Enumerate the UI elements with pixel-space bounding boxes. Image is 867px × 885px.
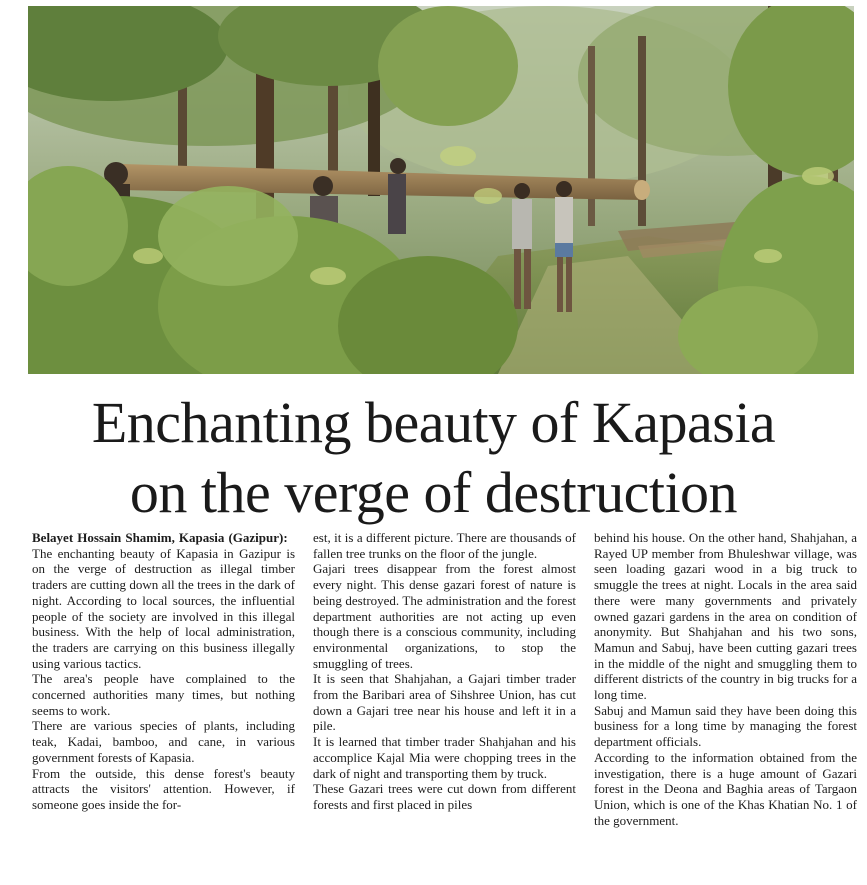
article-column-2 <box>313 530 576 880</box>
headline-line-1: Enchanting beauty of Kapasia <box>91 390 776 455</box>
article-column-3 <box>594 530 857 880</box>
article-photo <box>28 6 854 374</box>
column-2-paragraph-2: Gajari trees disappear from the forest almost every night. This dense gazari forest of nature is being destroyed. The administration and the forest department authorities are not acting up even though there is a conscious community, including environmental organizations, to stop the smuggling of trees. <box>313 561 576 671</box>
headline-line-2: on the verge of destruction <box>129 460 738 525</box>
column-3-paragraph-3: According to the information obtained from the investigation, there is a huge amount of Gazari forest in the Deona and Baghia areas of Targaon Union, which is one of the Khas Khatian No. 1 of the government. <box>594 749 857 828</box>
article-column-1 <box>32 530 295 880</box>
article-headline <box>0 388 867 528</box>
column-1-paragraph-3: There are various species of plants, including teak, Kadai, bamboo, and cane, in various government forests of Kapasia. <box>32 718 295 765</box>
column-1-paragraph-1 <box>32 530 295 671</box>
column-2-paragraph-1: est, it is a different picture. There are thousands of fallen tree trunks on the floor of the jungle. <box>313 530 576 561</box>
column-1-paragraph-4: From the outside, this dense forest's beauty attracts the visitors' attention. However, if someone goes inside the for- <box>32 765 295 812</box>
column-2-paragraph-5: These Gazari trees were cut down from different forests and first placed in piles <box>313 781 576 812</box>
article-body <box>32 530 857 880</box>
column-2-paragraph-3: It is seen that Shahjahan, a Gajari timber trader from the Baribari area of Sihshree Union, has cut down a Gajari tree near his house and left it in a pile. <box>313 671 576 734</box>
forest-photo-illustration <box>28 6 854 374</box>
byline: Belayet Hossain Shamim, Kapasia (Gazipur): <box>32 530 288 545</box>
column-2-paragraph-4: It is learned that timber trader Shahjahan and his accomplice Kajal Mia were chopping trees in the dark of night and transporting them by truck. <box>313 734 576 781</box>
paragraph-text: The enchanting beauty of Kapasia in Gazipur is on the verge of destruction as illegal timber traders are cutting down all the trees in the dark of night. According to local sources, the influential people of the society are involved in this illegal business. With the help of local administration, the traders are carrying on this business illegally using various tactics. <box>32 545 295 671</box>
column-3-paragraph-2: Sabuj and Mamun said they have been doing this business for a long time by managing the forest department officials. <box>594 702 857 750</box>
column-3-paragraph-1: behind his house. On the other hand, Shahjahan, a Rayed UP member from Bhuleshwar village, was seen loading gazari wood in a big truck to smuggle the trees at night. Locals in the area said there were many governments and privately owned gazari gardens in the area on condition of anonymity. But Shahjahan and his two sons, Mamun and Sabuj, have been cutting gazari trees in the middle of the night and smuggling them to different districts of the country in big trucks for a long time. <box>594 530 857 703</box>
column-1-paragraph-2: The area's people have complained to the concerned authorities many times, but nothing seems to work. <box>32 671 295 718</box>
